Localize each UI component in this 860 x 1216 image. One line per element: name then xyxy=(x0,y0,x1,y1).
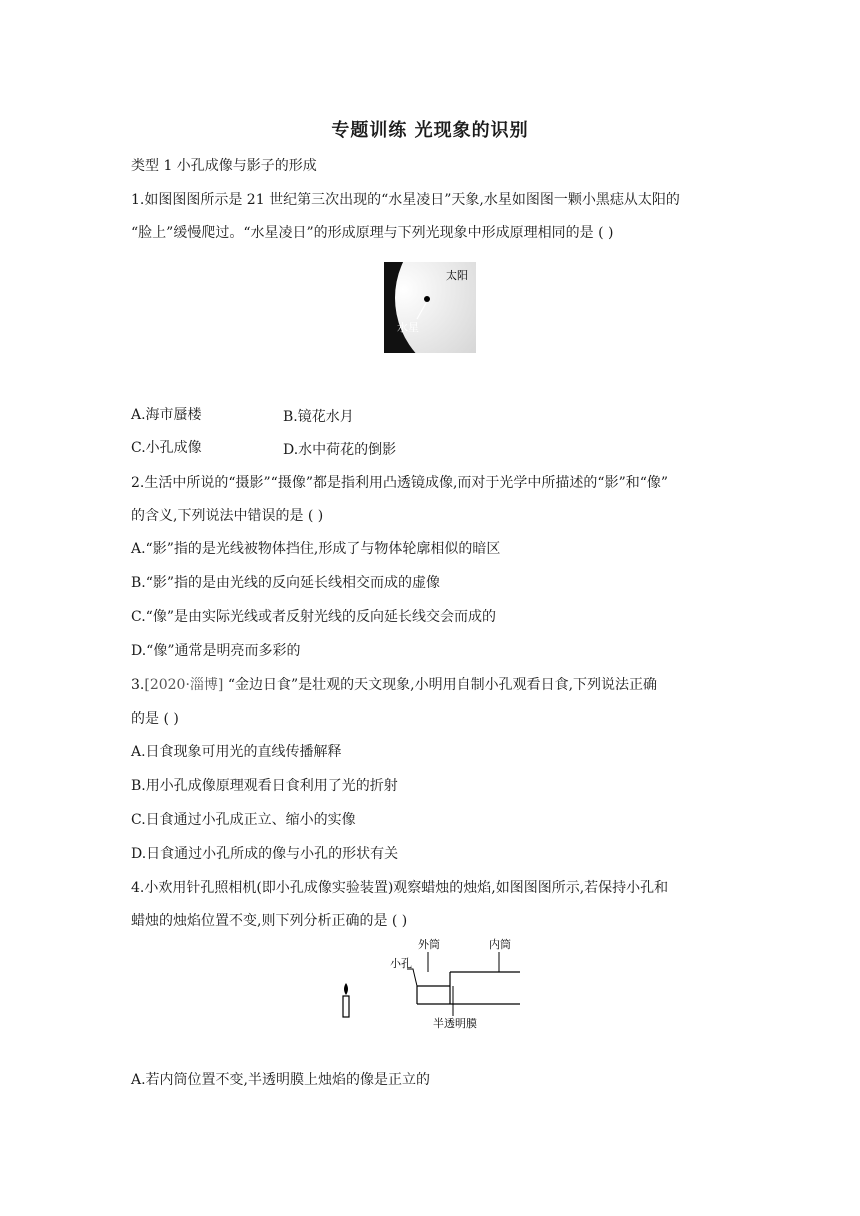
q1-text-line2: “脸上”缓慢爬过。“水星凌日”的形成原理与下列光现象中形成原理相同的是 ( ) xyxy=(131,225,614,241)
page-title: 专题训练 光现象的识别 xyxy=(331,120,529,141)
q2-option-a: A.“影”指的是光线被物体挡住,形成了与物体轮廓相似的暗区 xyxy=(131,541,501,557)
pinhole-label: 小孔 xyxy=(390,957,412,970)
q4-text-line2: 蜡烛的烛焰位置不变,则下列分析正确的是 ( ) xyxy=(131,913,408,929)
q4-text-line1: 4.小欢用针孔照相机(即小孔成像实验装置)观察蜡烛的烛焰,如图图图所示,若保持小孔和 xyxy=(131,880,669,896)
mercury-transit-figure xyxy=(384,262,476,353)
q4-option-a: A.若内筒位置不变,半透明膜上烛焰的像是正立的 xyxy=(131,1072,431,1088)
mercury-dot xyxy=(424,296,430,302)
q3-option-d: D.日食通过小孔所成的像与小孔的形状有关 xyxy=(131,846,399,862)
q1-text-line1: 1.如图图图所示是 21 世纪第三次出现的“水星凌日”天象,水星如图图一颗小黑痣从太阳的 xyxy=(131,192,680,208)
q3-text-line2: 的是 ( ) xyxy=(131,711,179,727)
q3-text: “金边日食”是壮观的天文现象,小明用自制小孔观看日食,下列说法正确 xyxy=(223,677,658,693)
q3-text-line1 xyxy=(131,676,657,694)
q2-text-line1: 2.生活中所说的“摄影”“摄像”都是指利用凸透镜成像,而对于光学中所描述的“影”和“像” xyxy=(131,475,669,491)
q1-option-c: C.小孔成像 xyxy=(131,440,202,456)
outer-tube-label: 外筒 xyxy=(418,938,440,951)
q1-option-a: A.海市蜃楼 xyxy=(131,407,202,423)
q3-option-a: A.日食现象可用光的直线传播解释 xyxy=(131,744,342,760)
candle-icon xyxy=(343,983,349,1017)
q2-text-line2: 的含义,下列说法中错误的是 ( ) xyxy=(131,508,324,524)
inner-tube-label: 内筒 xyxy=(489,938,511,951)
q2-option-c: C.“像”是由实际光线或者反射光线的反向延长线交会而成的 xyxy=(131,609,496,625)
film-label: 半透明膜 xyxy=(433,1017,477,1030)
mercury-label: 水星 xyxy=(397,321,419,334)
q3-option-c: C.日食通过小孔成正立、缩小的实像 xyxy=(131,812,356,828)
q1-option-b: B.镜花水月 xyxy=(283,409,354,425)
pinhole-camera-figure xyxy=(335,934,525,1034)
inner-tube xyxy=(450,972,520,1004)
q2-option-d: D.“像”通常是明亮而多彩的 xyxy=(131,643,301,659)
q3-number: 3. xyxy=(131,677,145,693)
q1-option-d: D.水中荷花的倒影 xyxy=(283,442,397,458)
section-heading: 类型 1 小孔成像与影子的形成 xyxy=(131,158,317,174)
q3-option-b: B.用小孔成像原理观看日食利用了光的折射 xyxy=(131,778,398,794)
q2-option-b: B.“影”指的是由光线的反向延长线相交而成的虚像 xyxy=(131,575,441,591)
q3-source: [2020·淄博] xyxy=(144,677,224,693)
outer-tube xyxy=(417,986,450,1004)
sun-label: 太阳 xyxy=(446,269,468,282)
